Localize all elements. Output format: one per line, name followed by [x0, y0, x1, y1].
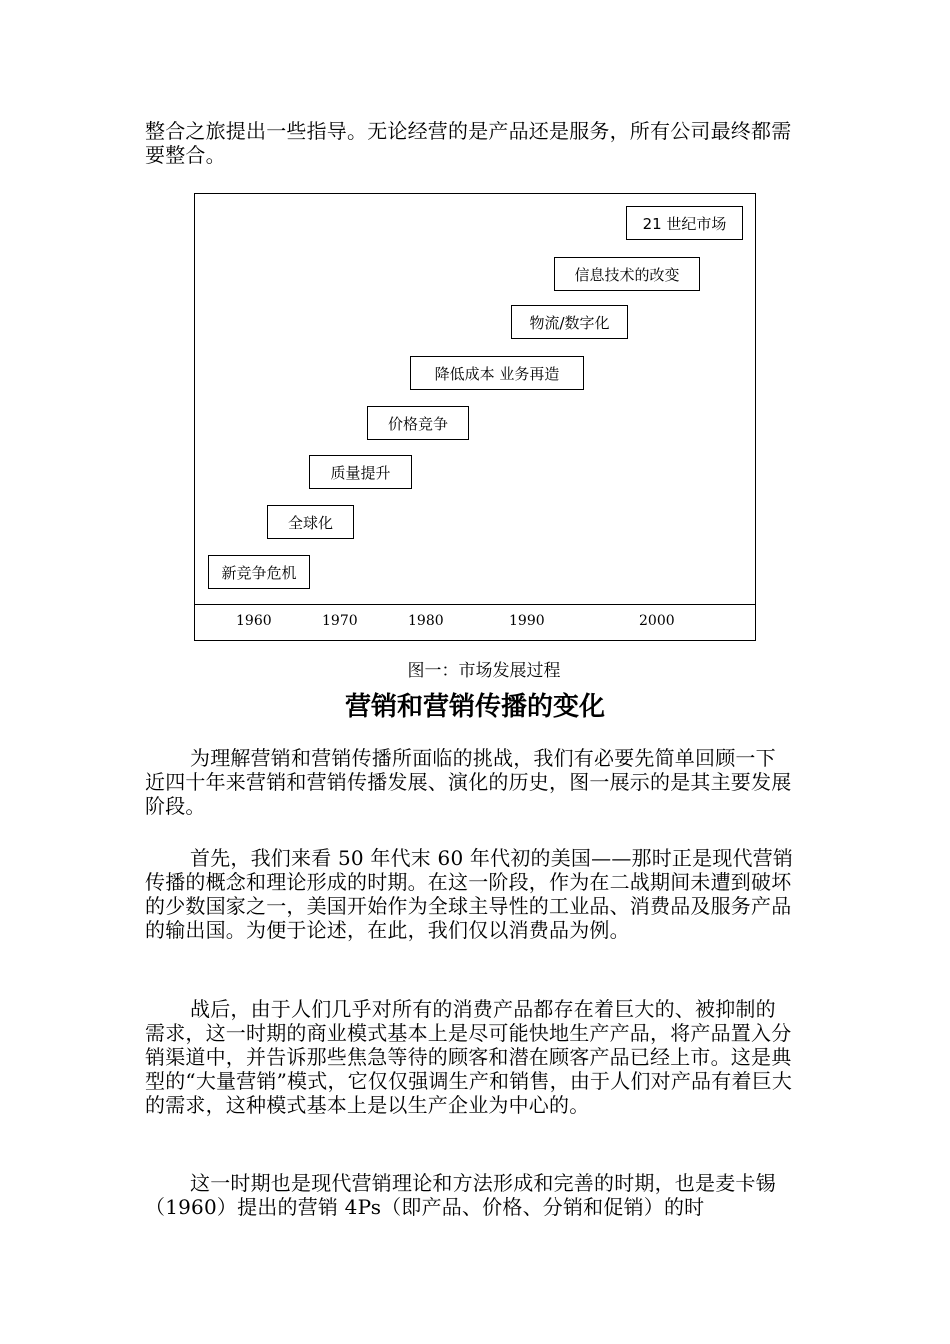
- intro-paragraph: 整合之旅提出一些指导。无论经营的是产品还是服务，所有公司最终都需要整合。: [145, 119, 792, 167]
- year-label-1990: 1990: [509, 613, 545, 629]
- year-label-2000: 2000: [639, 613, 675, 629]
- market-development-figure: [194, 193, 756, 641]
- stage-box-6: 物流/数字化: [511, 305, 628, 339]
- stage-box-5: 降低成本 业务再造: [410, 356, 584, 390]
- year-label-1980: 1980: [408, 613, 444, 629]
- year-label-1960: 1960: [236, 613, 272, 629]
- stage-box-8: 21 世纪市场: [626, 206, 743, 240]
- stage-box-3: 质量提升: [309, 455, 412, 489]
- body-paragraph-3: 战后，由于人们几乎对所有的消费产品都存在着巨大的、被抑制的需求，这一时期的商业模式基本上是尽可能快地生产产品，将产品置入分销渠道中，并告诉那些焦急等待的顾客和潜在顾客产品已经上市。这是典型的“大量营销”模式，它仅仅强调生产和销售，由于人们对产品有着巨大的需求，这种模式基本上是以生产企业为中心的。: [145, 997, 793, 1117]
- stage-box-4: 价格竞争: [367, 406, 469, 440]
- figure-caption: 图一：市场发展过程: [407, 661, 561, 681]
- year-label-1970: 1970: [322, 613, 358, 629]
- body-paragraph-1: 为理解营销和营销传播所面临的挑战，我们有必要先简单回顾一下近四十年来营销和营销传播发展、演化的历史，图一展示的是其主要发展阶段。: [145, 746, 792, 818]
- body-paragraph-4: 这一时期也是现代营销理论和方法形成和完善的时期，也是麦卡锡（1960）提出的营销 4Ps（即产品、价格、分销和促销）的时: [145, 1171, 776, 1219]
- stage-box-1: 新竞争危机: [208, 555, 310, 589]
- stage-box-7: 信息技术的改变: [554, 257, 700, 291]
- body-paragraph-2: 首先，我们来看 50 年代末 60 年代初的美国——那时正是现代营销传播的概念和理论形成的时期。在这一阶段，作为在二战期间未遭到破坏的少数国家之一，美国开始作为全球主导性的工业品、消费品及服务产品的输出国。为便于论述，在此，我们仅以消费品为例。: [145, 846, 794, 942]
- section-heading: 营销和营销传播的变化: [344, 692, 605, 722]
- timeline-axis: [195, 604, 755, 605]
- stage-box-2: 全球化: [267, 505, 354, 539]
